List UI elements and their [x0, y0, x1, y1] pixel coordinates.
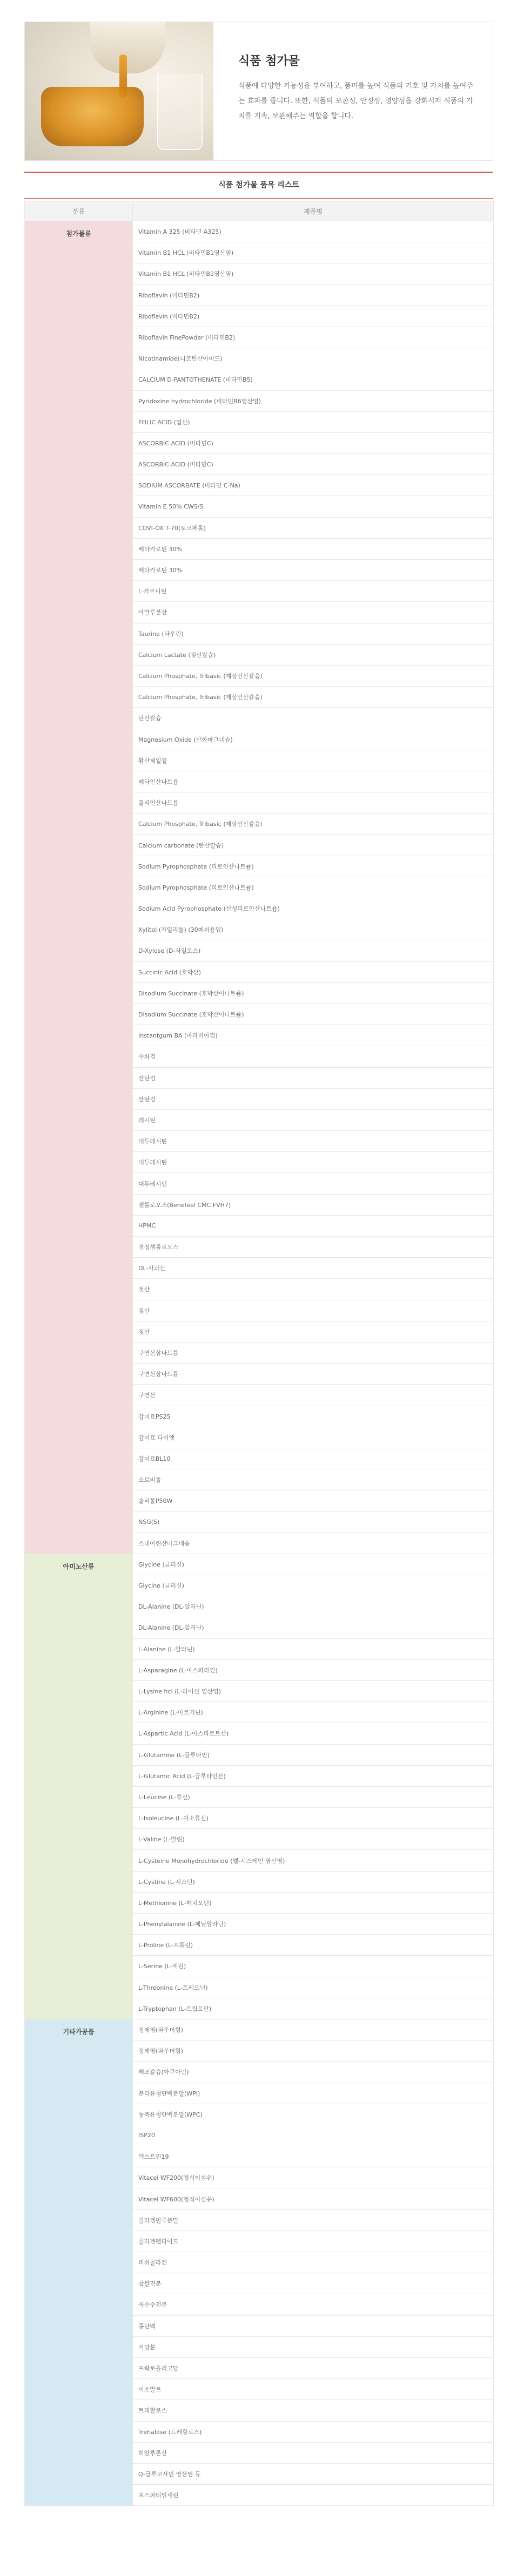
product-name-cell: Glycine (글리신) [133, 1554, 494, 1575]
product-name-cell: Vitamin B1 HCL (비타민B1염산염) [133, 242, 494, 263]
product-name-cell: 피쉬콜라겐 [133, 2252, 494, 2273]
product-name-cell: D-Xylose (D-자일로스) [133, 940, 494, 961]
product-name-cell: 젖산 [133, 1321, 494, 1342]
product-name-cell: L-Arginine (L-아르기닌) [133, 1702, 494, 1723]
product-name-cell: L-Aspartic Acid (L-아스파르트산) [133, 1723, 494, 1744]
product-table [24, 201, 494, 2506]
product-name-cell: 이소말트 [133, 2379, 494, 2400]
amber-liquid-shape [41, 87, 144, 146]
product-name-cell: 대두레시틴 [133, 1173, 494, 1194]
product-name-cell: Calcium carbonate (탄산칼슘) [133, 835, 494, 856]
product-name-cell: Magnesium Oxide (산화마그네슘) [133, 729, 494, 750]
product-name-cell: 프락토올리고당 [133, 2357, 494, 2378]
product-name-cell: 콩단백 [133, 2315, 494, 2336]
product-name-cell: 히알루론산 [133, 2442, 494, 2463]
table-row [25, 1554, 494, 1575]
product-name-cell: 덱스트린19 [133, 2146, 494, 2167]
product-name-cell: 젖산 [133, 1300, 494, 1321]
product-name-cell: 베타카로틴 30% [133, 560, 494, 581]
hero-section [24, 22, 493, 161]
product-name-cell: L-Lysine hcl (L-라이신 염산염) [133, 1680, 494, 1701]
product-name-cell: L-Asparagine (L-아스파라긴) [133, 1659, 494, 1680]
product-name-cell: 결정셀룰로오스 [133, 1237, 494, 1258]
table-header-row [25, 201, 494, 221]
table-row [25, 2019, 494, 2040]
product-name-cell: Vitacel WF200(정식이섬유) [133, 2167, 494, 2188]
product-name-cell: ISP20 [133, 2125, 494, 2146]
product-name-cell: Vitamin A 325 (비타민 A325) [133, 221, 494, 242]
product-name-cell: L-Glutamic Acid (L-글루타민산) [133, 1765, 494, 1786]
product-name-cell: 옥수수전분 [133, 2294, 494, 2315]
product-name-cell: L-Leucine (L-류신) [133, 1786, 494, 1807]
product-name-cell: 소르비톨 [133, 1469, 494, 1490]
product-name-cell: L-Phenylalanine (L-페닐알라닌) [133, 1914, 494, 1935]
product-name-cell: Sodium Acid Pyrophosphate (산성피로인산나트륨) [133, 898, 494, 919]
product-name-cell: 셀룰로오즈(Benefeel CMC FVH7) [133, 1194, 494, 1215]
product-name-cell: DL-Alanine (DL-알라닌) [133, 1596, 494, 1617]
product-name-cell: DL-Alanine (DL-알라닌) [133, 1617, 494, 1638]
product-name-cell: 감미료PS25 [133, 1406, 494, 1427]
product-name-cell: 아말루본산 [133, 602, 494, 623]
product-name-cell: Disodium Succinate (호박산이나트륨) [133, 982, 494, 1004]
product-name-cell: 레시틴 [133, 1109, 494, 1130]
product-name-cell: Xylitol (자일리톨) (30메쉬용입) [133, 919, 494, 940]
product-name-cell: Pyridoxine hydrochloride (비타민B6염산염) [133, 390, 494, 411]
product-name-cell: Riboflavin (비타민B2) [133, 284, 494, 306]
table-body [25, 221, 494, 2506]
product-name-cell: Nicotinamide(니코틴산아미드) [133, 348, 494, 369]
product-name-cell: Sodium Pyrophosphate (피로인산나트륨) [133, 856, 494, 877]
table-row [25, 221, 494, 242]
product-name-cell: L-Cystine (L-시스틴) [133, 1871, 494, 1892]
product-name-cell: L-카르니틴 [133, 581, 494, 602]
product-name-cell: Calcium Phosphate, Tribasic (제삼인산칼슘) [133, 665, 494, 686]
product-name-cell: NSG(S) [133, 1511, 494, 1533]
product-name-cell: Sodium Pyrophosphate (피로인산나트륨) [133, 877, 494, 898]
product-name-cell: 폴리인산나트륨 [133, 792, 494, 814]
product-name-cell: Disodium Succinate (호박산이나트륨) [133, 1004, 494, 1025]
page-title: 식품 첨가물 [238, 55, 300, 68]
product-name-cell: L-Cysteine Monohydrochloride (엘-시스테인 염산염) [133, 1850, 494, 1871]
product-name-cell: 포스파티딜세린 [133, 2485, 494, 2506]
product-name-cell: 젖산 [133, 1279, 494, 1300]
product-name-cell: 감미료BL10 [133, 1448, 494, 1469]
product-name-cell: 베타카로틴 30% [133, 538, 494, 559]
product-name-cell: L-Valine (L-발린) [133, 1829, 494, 1850]
product-name-cell: 대두레시틴 [133, 1131, 494, 1152]
beaker-shape [157, 73, 203, 150]
product-name-cell: Vitamin B1 HCL (비타민B1염산염) [133, 263, 494, 284]
product-name-cell: Trehalose (트레할로스) [133, 2421, 494, 2442]
header-category: 분류 [25, 201, 133, 221]
product-name-cell: 분리유청단백분말(WPI) [133, 2083, 494, 2104]
product-name-cell: ASCORBIC ACID (비타민C) [133, 454, 494, 475]
product-name-cell: 메타인산나트륨 [133, 771, 494, 792]
product-name-cell: 대두레시틴 [133, 1152, 494, 1173]
product-name-cell: 구연산 [133, 1385, 494, 1406]
product-name-cell: Vitamin E 50% CWS/S [133, 496, 494, 517]
product-name-cell: CALCIUM D-PANTOTHENATE (비타민B5) [133, 369, 494, 390]
product-name-cell: 찹쌀전분 [133, 2273, 494, 2294]
header-product-name: 제품명 [133, 201, 494, 221]
product-name-cell: L-Glutamine (L-글루타민) [133, 1744, 494, 1765]
hero-image [25, 22, 213, 160]
product-name-cell: Succinic Acid (호박산) [133, 961, 494, 982]
product-name-cell: 저당분 [133, 2336, 494, 2357]
product-name-cell: 황산제일철 [133, 750, 494, 771]
product-name-cell: Calcium Phosphate, Tribasic (제삼인산칼슘) [133, 687, 494, 708]
product-name-cell: Calcium Phosphate, Tribasic (제삼인산칼슘) [133, 814, 494, 835]
product-name-cell: Glycine (글리신) [133, 1575, 494, 1596]
product-name-cell: L-Proline (L-프롤린) [133, 1935, 494, 1956]
product-name-cell: L-Isoleucine (L-이소류신) [133, 1808, 494, 1829]
product-name-cell: L-Tryptophan (L-트립토판) [133, 1998, 494, 2019]
pouring-vessel-shape [90, 22, 165, 73]
product-name-cell: 구연산삼나트륨 [133, 1342, 494, 1363]
product-name-cell: 정제염(파우더형) [133, 2019, 494, 2040]
product-name-cell: COVI-OX T-70(토코페롤) [133, 517, 494, 538]
product-name-cell: SODIUM ASCORBATE (비타민 C-Na) [133, 475, 494, 496]
product-name-cell: Instantgum BA (아라비아검) [133, 1025, 494, 1046]
product-name-cell: L-Serine (L-세린) [133, 1956, 494, 1977]
category-cell: 기타가공품 [25, 2019, 133, 2505]
product-name-cell: L-Methionine (L-메치오닌) [133, 1892, 494, 1913]
product-name-cell: HPMC [133, 1215, 494, 1236]
product-name-cell: FOLIC ACID (엽산) [133, 411, 494, 432]
product-name-cell: Taurine (타우린) [133, 623, 494, 644]
product-name-cell: DL-사과산 [133, 1258, 494, 1279]
product-name-cell: 탄산칼슘 [133, 708, 494, 729]
product-name-cell: Riboflavin (비타민B2) [133, 306, 494, 327]
product-name-cell: 솔비톨P50W [133, 1490, 494, 1511]
category-cell: 첨가물류 [25, 221, 133, 1554]
product-name-cell: L-Threonine (L-트레오닌) [133, 1977, 494, 1998]
product-name-cell: 잔탄검 [133, 1088, 494, 1109]
product-name-cell: Riboflavin FinePowder (비타민B2) [133, 327, 494, 348]
category-cell: 아미노산류 [25, 1554, 133, 2019]
product-name-cell: 구연산삼나트륨 [133, 1364, 494, 1385]
product-name-cell: 스테아린산마그네슘 [133, 1533, 494, 1554]
product-name-cell: Q-글루코사민 염산염 등 [133, 2463, 494, 2484]
product-name-cell: ASCORBIC ACID (비타민C) [133, 432, 494, 453]
product-name-cell: 수화검 [133, 1046, 494, 1067]
product-name-cell: 콜라겐필루분말 [133, 2209, 494, 2231]
product-name-cell: Vitacel WF600(정식이섬유) [133, 2188, 494, 2209]
product-name-cell: 콜라겐펩타이드 [133, 2231, 494, 2252]
product-name-cell: 농축유청단백분말(WPC) [133, 2104, 494, 2125]
hero-description: 식품에 다양한 기능성을 부여하고, 품미를 높여 식품의 기호 및 가치를 높여주는 효과를 줍니다. 또한, 식품의 보존성, 안정성, 영양성을 강화시켜 식품의 가치를 지속, 보완해주는 역할을 합니다. [238, 82, 473, 120]
product-name-cell: 잔탄검 [133, 1067, 494, 1088]
product-name-cell: 감미료 다이엣 [133, 1427, 494, 1448]
section-title: 식품 첨가물 품목 리스트 [24, 172, 493, 199]
product-name-cell: L-Alanine (L-알라닌) [133, 1638, 494, 1659]
product-name-cell: 해조칼슘(아쿠아민) [133, 2062, 494, 2083]
product-name-cell: Calcium Lactate (젖산칼슘) [133, 644, 494, 665]
product-name-cell: 정제염(파우더형) [133, 2041, 494, 2062]
product-name-cell: 트레할로스 [133, 2400, 494, 2421]
